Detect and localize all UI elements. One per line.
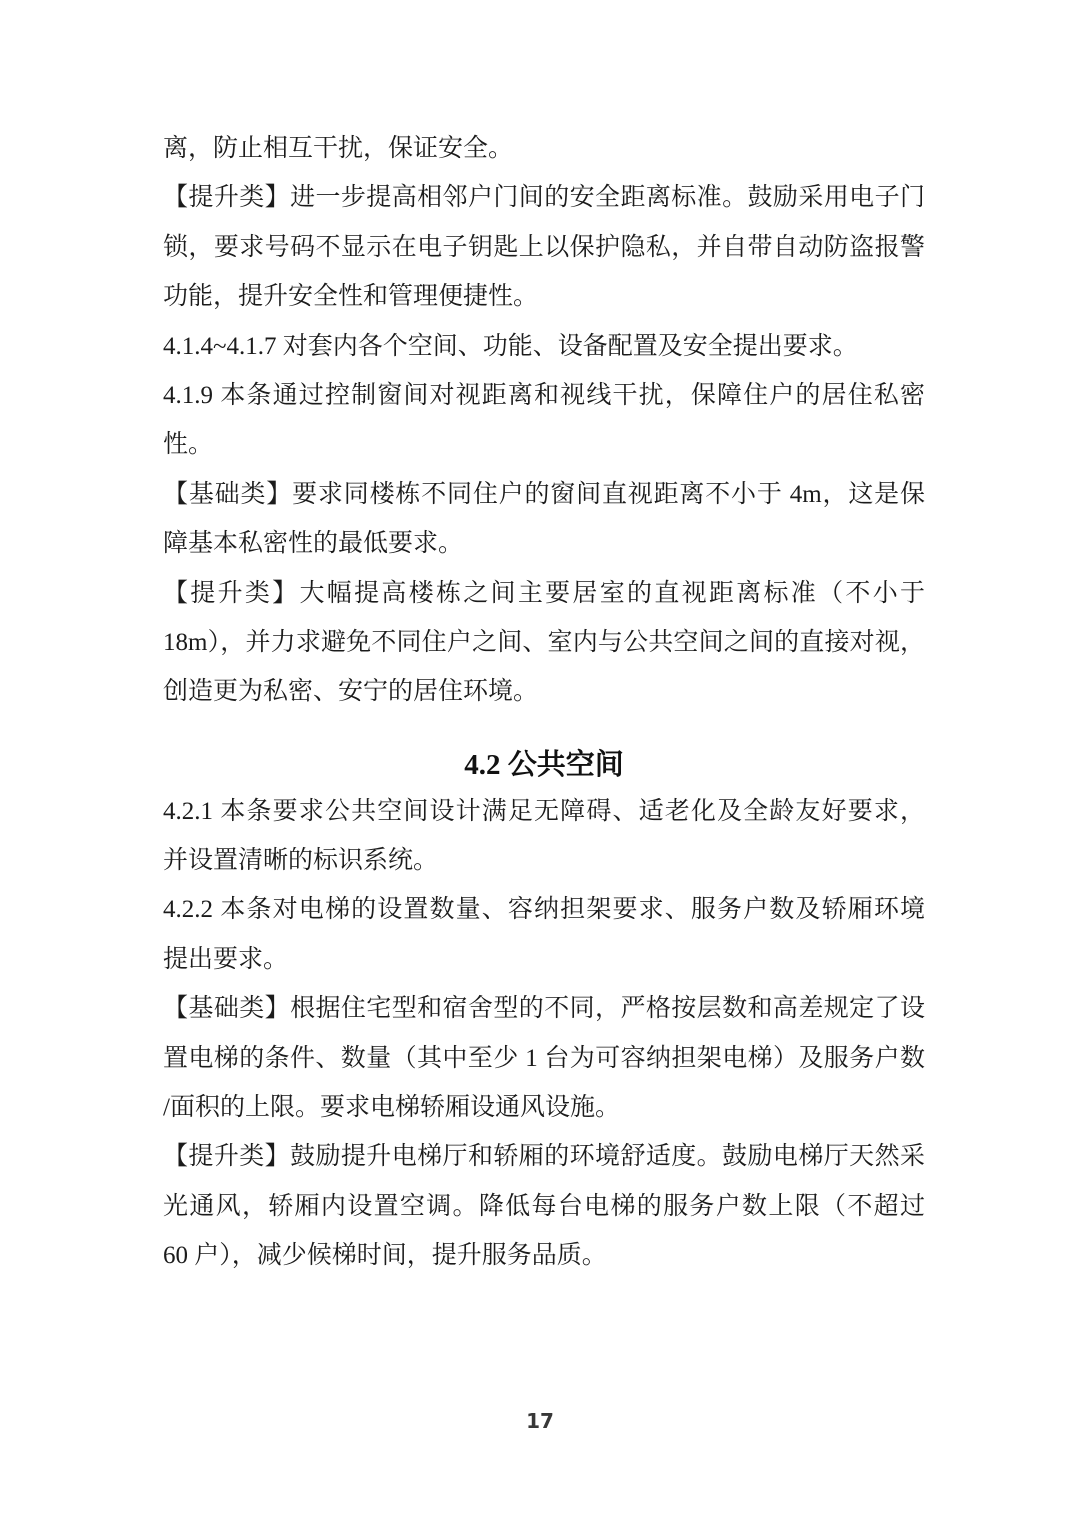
text-line: 并设置清晰的标识系统。 — [163, 847, 439, 875]
text-line: 4.2.2 本条对电梯的设置数量、容纳担架要求、服务户数及轿厢环境 — [163, 896, 925, 924]
text-line: /面积的上限。要求电梯轿厢设通风设施。 — [163, 1094, 620, 1122]
text-line: 4.1.4~4.1.7 对套内各个空间、功能、设备配置及安全提出要求。 — [163, 332, 858, 360]
text-line: 【基础类】根据住宅型和宿舍型的不同，严格按层数和高差规定了设 — [163, 995, 925, 1023]
text-line: 离，防止相互干扰，保证安全。 — [163, 135, 514, 162]
text-line: 18m），并力求避免不同住户之间、室内与公共空间之间的直接对视， — [163, 628, 925, 656]
text-line: 锁，要求号码不显示在电子钥匙上以保护隐私，并自带自动防盗报警 — [163, 233, 925, 261]
text-line: 【提升类】大幅提高楼栋之间主要居室的直视距离标准（不小于 — [163, 579, 925, 607]
text-line: 60 户），减少候梯时间，提升服务品质。 — [163, 1242, 607, 1270]
text-line: 置电梯的条件、数量（其中至少 1 台为可容纳担架电梯）及服务户数 — [163, 1044, 925, 1072]
text-line: 4.1.9 本条通过控制窗间对视距离和视线干扰，保障住户的居住私密 — [163, 381, 925, 409]
text-line: 【提升类】鼓励提升电梯厅和轿厢的环境舒适度。鼓励电梯厅天然采 — [163, 1143, 925, 1171]
document-body — [163, 124, 925, 1281]
text-line: 【提升类】进一步提高相邻户门间的安全距离标准。鼓励采用电子门 — [163, 184, 925, 212]
text-line: 障基本私密性的最低要求。 — [163, 530, 464, 558]
page-footer — [0, 1404, 1080, 1438]
text-line: 【基础类】要求同楼栋不同住户的窗间直视距离不小于 4m，这是保 — [163, 480, 925, 508]
text-line: 创造更为私密、安宁的居住环境。 — [163, 678, 539, 706]
text-line: 性。 — [163, 431, 214, 459]
text-line: 提出要求。 — [163, 945, 289, 973]
section-heading: 4.2 公共空间 — [464, 748, 624, 781]
text-line: 功能，提升安全性和管理便捷性。 — [163, 283, 539, 311]
text-line: 光通风，轿厢内设置空调。降低每台电梯的服务户数上限（不超过 — [163, 1192, 925, 1220]
page-number: 17 — [526, 1409, 554, 1433]
text-line: 4.2.1 本条要求公共空间设计满足无障碍、适老化及全龄友好要求， — [163, 797, 925, 825]
